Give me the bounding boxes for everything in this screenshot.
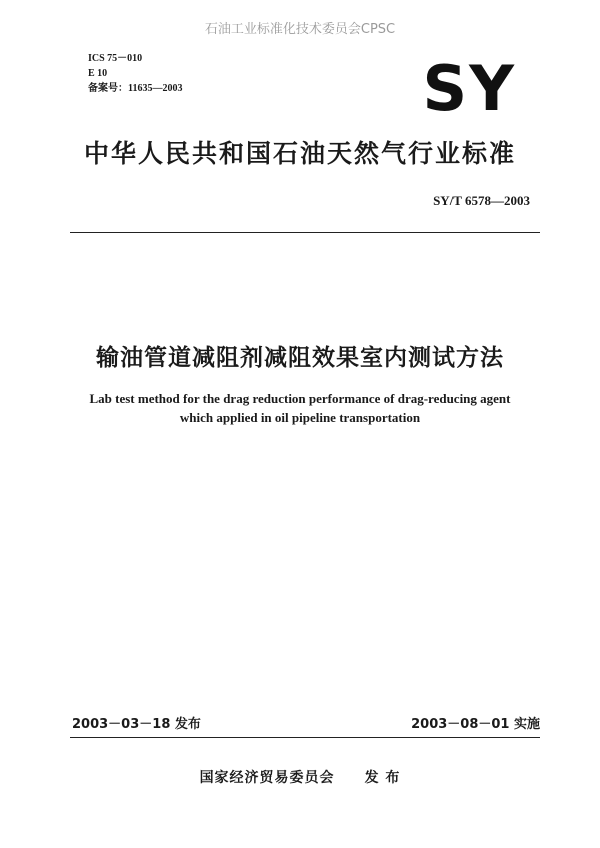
document-title-en (0, 389, 600, 427)
document-title-cn: 输油管道减阻剂减阻效果室内测试方法 (96, 345, 504, 371)
effective-date: 2003－08－01 实施 (411, 717, 540, 732)
issuer-action: 发 布 (364, 770, 401, 786)
issuer-name: 国家经济贸易委员会 (199, 770, 335, 786)
top-divider (70, 232, 540, 233)
standard-number: SY/T 6578—2003 (433, 193, 530, 208)
standard-category-title: 中华人民共和国石油天然气行业标准 (83, 139, 516, 168)
bottom-divider (70, 737, 540, 738)
record-number: 备案号：11635—2003 (88, 83, 183, 94)
title-en-line-1: Lab test method for the drag reduction performance of drag-reducing agent (89, 391, 511, 406)
sy-logo: SY (422, 52, 516, 125)
class-code: E 10 (88, 68, 108, 79)
classification-block (88, 51, 182, 96)
issuer-line (0, 767, 600, 787)
watermark-text: 石油工业标准化技术委员会CPSC (204, 22, 396, 37)
title-en-line-2: which applied in oil pipeline transportation (179, 410, 421, 425)
ics-code: ICS 75－010 (88, 53, 143, 64)
issue-date: 2003－03－18 发布 (72, 717, 201, 732)
